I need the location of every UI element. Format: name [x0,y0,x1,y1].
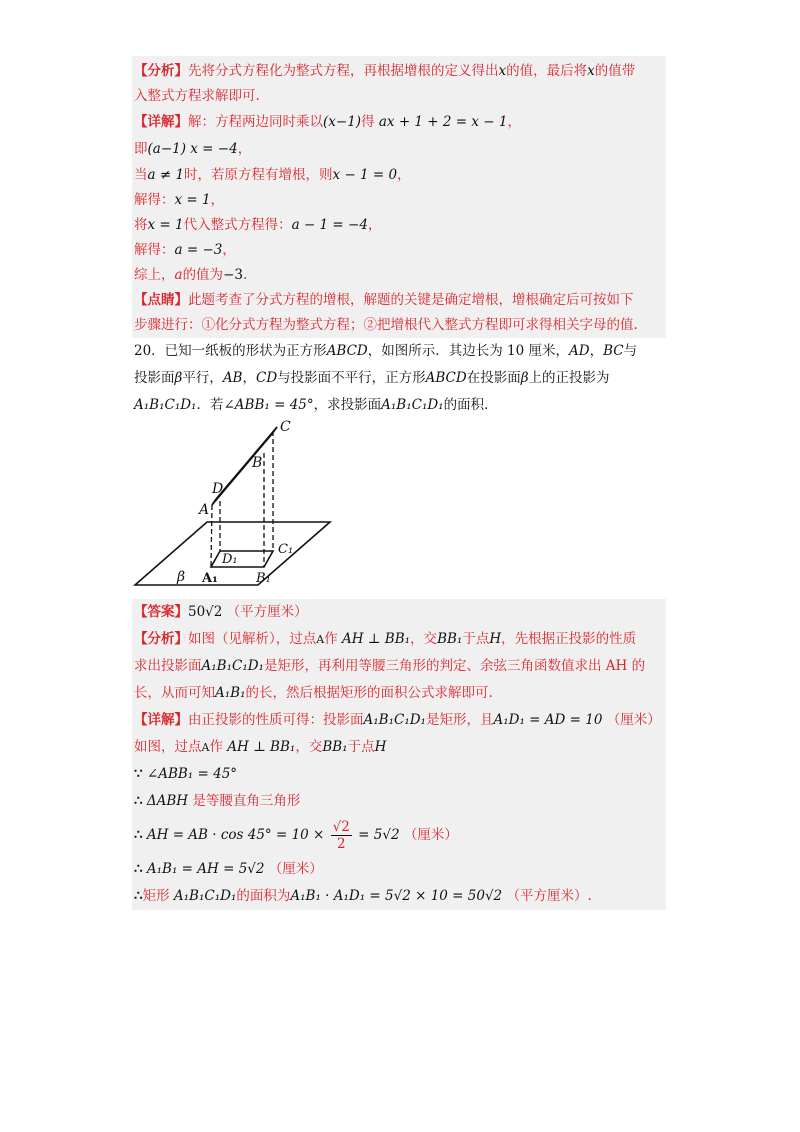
math-equation: x = 1 [174,192,211,208]
label-C1: C₁ [278,542,294,557]
detail-text: ，交 [295,739,323,755]
therefore-symbol: ∴ [134,793,143,809]
question-text: 的面积． [443,397,498,413]
question-text: 上的正投影为 [528,370,610,386]
math-value: −3 [223,267,243,283]
question-text: ， [242,370,256,386]
projection-figure [132,419,666,599]
math-beta: β [174,370,183,386]
label-A: A [199,502,210,518]
math-angle: ∠ABB₁ = 45° [146,766,238,782]
math-point: A [316,633,325,646]
unit-text: （平方厘米） [506,888,588,904]
analysis-text: 入整式方程求解即可. [134,88,260,104]
detail-text: 解得： [134,242,175,258]
detail-text: ， [507,114,521,130]
detail-text: 的面积为 [236,888,291,904]
detail-text: . [242,267,248,283]
math-equation: A₁B₁ · A₁D₁ = 5√2 × 10 = 50√2 [290,888,503,904]
math-projection: A₁B₁C₁D₁ [134,397,197,413]
comment-text: 此题考查了分式方程的增根，解题的关键是确定增根，增根确定后可按如下 [188,292,634,308]
math-projection: A₁B₁C₁D₁ [201,658,264,674]
detail-text: 作 [209,739,223,755]
figure-svg [132,419,666,599]
unit-text: （厘米） [606,712,661,728]
math-equation: x − 1 = 0 [332,167,398,183]
detail-text: 时，若原方程有增根，则 [184,167,333,183]
label-C: C [280,419,291,435]
question-text: 平行， [182,370,223,386]
detail-text: ， [222,242,236,258]
math-perpendicular: AH ⊥ BB₁ [227,739,296,755]
question-text: 在投影面 [466,370,521,386]
unit-text: （厘米） [403,827,458,843]
label-A1: A₁ [202,571,218,586]
analysis-tag: 【分析】 [134,63,188,79]
detail-text: 的值为 [182,267,224,283]
detail-text: ， [237,141,252,157]
comment-tag: 【点睛】 [134,292,188,308]
math-equation: = 5√2 [358,827,400,843]
analysis-tag: 【分析】 [134,631,188,647]
detail-text: 如图，过点 [134,739,202,755]
detail-text: 将 [134,217,148,233]
label-B1: B₁ [256,571,271,586]
math-segment: BB₁ [322,739,348,755]
label-B: B [252,455,263,471]
detail-text: . [587,888,592,904]
detail-block-1 [132,109,666,288]
label-D: D [212,481,224,497]
math-condition: a ≠ 1 [147,167,185,183]
detail-text: 矩形 [142,888,170,904]
unit-text: （厘米） [268,861,323,877]
math-point: H [489,631,502,647]
comment-text: 步骤进行：①化分式方程为整式方程；②把增根代入整式方程即可求得相关字母的值. [134,317,638,333]
therefore-symbol: ∴ [134,861,143,877]
math-segment: CD [255,370,278,386]
detail-text: ， [367,217,382,233]
math-equation: A₁B₁ = AH = 5√2 [146,861,265,877]
analysis-text: ，交 [410,631,438,647]
math-equation: a = −3 [174,242,223,258]
question-text: 与 [623,343,638,359]
math-segment: BC [603,343,624,359]
math-square: ABCD [326,343,368,359]
analysis-text: 是矩形，再利用等腰三角形的判定、余弦三角函数值求出 AH 的 [263,658,646,674]
question-text: ，求投影面 [313,397,382,413]
math-equation: AH = AB · cos 45° = 10 × [146,827,325,843]
analysis-text: 长，从而可知 [134,685,215,701]
analysis-text: 求出投影面 [134,658,202,674]
analysis-text: ，先根据正投影的性质 [501,631,637,647]
answer-value: 50√2 [188,604,223,620]
analysis-text: 先将分式方程化为整式方程，再根据增根的定义得出 [188,63,499,79]
detail-text: 是等腰直角三角形 [192,793,301,809]
math-projection: A₁B₁C₁D₁ [381,397,444,413]
fraction-denominator: 2 [336,836,346,852]
detail-text: ， [397,167,411,183]
detail-tag: 【详解】 [134,712,188,728]
detail-text: 综上， [134,267,175,283]
math-x: x [498,63,507,79]
edge-DC [216,427,277,499]
answer-tag: 【答案】 [134,604,188,620]
detail-text: 是矩形，且 [425,712,494,728]
detail-text: 解：方程两边同时乘以 [188,114,323,130]
document-page [132,56,666,910]
math-equation: a − 1 = −4 [291,217,368,233]
detail-text: 于点 [347,739,375,755]
math-equation: x = 1 [147,217,184,233]
math-equation: ax + 1 + 2 = x − 1 [378,114,508,130]
answer-block [132,599,666,626]
because-symbol: ∵ [134,766,143,782]
analysis-text: 的值，最后将 [506,63,588,79]
analysis-text: 的值带 [594,63,636,79]
math-equation: (a−1) x = −4 [147,141,238,157]
fraction-numerator: √2 [332,819,350,835]
math-segment: AB [222,370,243,386]
math-angle: ∠ABB₁ = 45° [223,397,314,413]
detail-text: 当 [134,167,148,183]
question-text: ，如图所示．其边长为 10 厘米， [367,343,570,359]
analysis-text: 于点 [462,631,490,647]
math-perpendicular: AH ⊥ BB₁ [342,631,411,647]
analysis-text: 作 [324,631,338,647]
question-text: 20．已知一纸板的形状为正方形 [134,343,327,359]
detail-text: ， [210,192,225,208]
detail-text: 解得： [134,192,175,208]
math-segment: AD [569,343,590,359]
question-text: 与投影面不平行，正方形 [277,370,426,386]
detail-text: 得 [361,114,375,130]
analysis-block-1 [132,56,666,109]
detail-text: 代入整式方程得： [183,217,292,233]
math-beta: β [520,370,529,386]
analysis-block-2 [132,626,666,707]
proj-line-A [211,505,212,567]
math-point: H [374,739,387,755]
fraction-sqrt2-over-2 [331,819,352,852]
math-x: x [587,63,595,79]
question-text: 投影面 [134,370,175,386]
math-projection: A₁B₁C₁D₁ [363,712,426,728]
math-projection: A₁B₁C₁D₁ [173,888,237,904]
analysis-text: 的长，然后根据矩形的面积公式求解即可. [245,685,493,701]
detail-text: 由正投影的性质可得：投影面 [188,712,364,728]
comment-block-1 [132,288,666,338]
question-20 [132,338,666,419]
math-equation: A₁D₁ = AD = 10 [493,712,603,728]
math-point: A [201,741,210,754]
math-triangle: ΔABH [146,793,189,809]
math-a: a [174,267,183,283]
answer-unit: （平方厘米） [226,604,308,620]
math-segment: BB₁ [437,631,463,647]
detail-tag: 【详解】 [134,114,188,130]
detail-text: 即 [134,141,148,157]
label-D1: D₁ [222,552,238,567]
math-factor: (x−1) [323,114,362,130]
question-text: ．若 [196,397,224,413]
analysis-text: 如图（见解析），过点 [188,631,317,647]
math-segment: A₁B₁ [215,685,246,701]
question-text: ， [589,343,604,359]
detail-block-2 [132,707,666,910]
therefore-symbol: ∴ [134,827,143,843]
label-beta: β [177,569,186,585]
math-square: ABCD [425,370,467,386]
therefore-symbol: ∴ [134,888,143,904]
